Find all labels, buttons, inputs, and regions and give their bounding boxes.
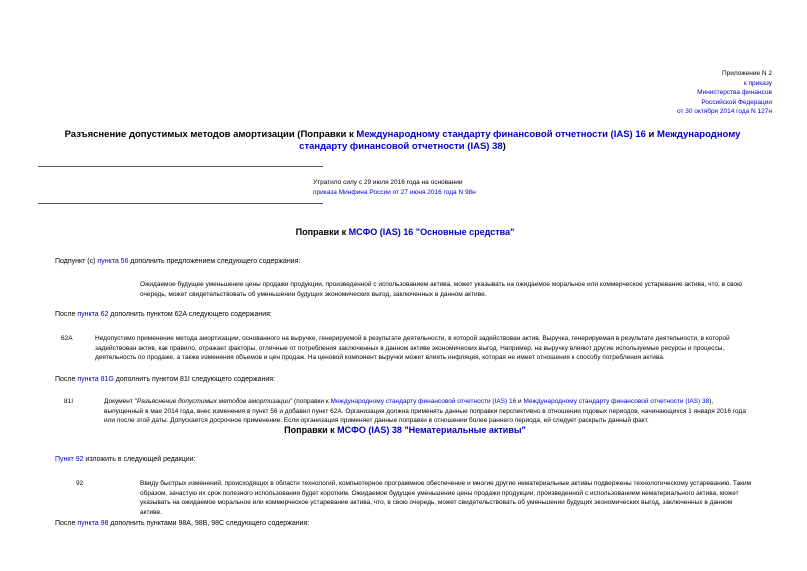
- instruction-paragraph: После пункта 81G дополнить пунктом 81I следующего содержания:: [55, 376, 275, 383]
- title-link-ias38[interactable]: Международному стандарту финансовой отчетности (IAS) 38: [299, 129, 741, 152]
- annex-line[interactable]: от 30 октября 2014 года N 127н: [676, 108, 772, 115]
- section-heading-ias38: Поправки к МСФО (IAS) 38 "Нематериальные активы": [284, 425, 526, 435]
- paragraph-link[interactable]: пункта 98: [77, 520, 109, 527]
- item-number: 81I: [64, 398, 74, 405]
- annex-line[interactable]: Министерства финансов: [697, 89, 772, 96]
- item-text: Недопустимо применение метода амортизации, основанного на выручке, генерируемой в результате деятельности, в которой задействован актив. Выручка, генерируемая в результате деятельности, в которой задействован актив, как правило, отражает факторы, отличные от потребления заключенных в данном активе экономических выгод. Например, на выручку влияют другие используемые ресурсы и процессы, деятельность по продаже, а также изменения объемов и цен продаж. На ценовой компонент выручки может влиять инфляция, которая не имеет отношения к способу потребления актива.: [95, 335, 730, 361]
- title-link-ias16[interactable]: Международному стандарту финансовой отчетности (IAS) 16: [356, 129, 646, 140]
- section-heading-ias16: Поправки к МСФО (IAS) 16 "Основные средства": [295, 227, 515, 237]
- item-text: Ввиду быстрых изменений, происходящих в области технологий, компьютерное программное обеспечение и многие другие нематериальные активы подвержены технологическому устареванию. Таким образом, зачастую их срок полезного использования будет коротким. Ожидаемое будущее уменьшение цены продажи продукции, произведенной с использованием нематериального актива, может указывать на ожидаемое моральное или коммерческое устаревание актива, что, в свою очередь, может свидетельствовать об уменьшении будущих экономических выгод, заключенных в данном активе.: [140, 480, 752, 516]
- item-number: 62A: [61, 335, 73, 342]
- instruction-paragraph: После пункта 98 дополнить пунктами 98A, 98B, 98C следующего содержания:: [55, 520, 310, 527]
- annex-line: Приложение N 2: [721, 70, 772, 77]
- instruction-paragraph: Пункт 92 изложить в следующей редакции:: [55, 456, 196, 463]
- document-title: Разъяснение допустимых методов амортизации (Поправки к Международному стандарту финансовой отчетности (IAS) 16 и Международному стандарту финансовой отчетности (IAS) 38): [64, 129, 741, 152]
- item-text: Документ "Разъяснение допустимых методов амортизации" (поправки к Международному стандарту финансовой отчетности (IAS) 16 и Международному стандарту финансовой отчетности (IAS) 38), выпущенный в мае 2014 года, внес изменения в пункт 56 и добавил пункт 62A. Организация должна применять данные поправки перспективно в отношении годовых периодов, начинающихся 1 января 2016 года или после этой даты. Допускается досрочное применение. Если организация применяет данные поправки в отношении более раннего периода, ей следует раскрыть данный факт.: [104, 398, 746, 424]
- repeal-notice: [313, 178, 513, 197]
- quoted-text: Ожидаемое будущее уменьшение цены продажи продукции, произведенной с использованием актива, может указывать на ожидаемое моральное или коммерческое устаревание актива, что, в свою очередь, может свидетельствовать об уменьшении будущих экономических выгод, заключенных в данном активе.: [140, 281, 743, 298]
- paragraph-link[interactable]: пункта 62: [77, 311, 109, 318]
- repeal-text: Утратило силу с 29 июля 2016 года на основании: [313, 179, 463, 186]
- instruction-paragraph: После пункта 62 дополнить пунктом 62A следующего содержания:: [55, 311, 272, 318]
- section-link-ias16[interactable]: МСФО (IAS) 16 "Основные средства": [348, 227, 515, 237]
- paragraph-link[interactable]: Пункт 92: [55, 456, 84, 463]
- item-number: 92: [76, 480, 84, 487]
- paragraph-link[interactable]: пункта 56: [97, 258, 129, 265]
- annex-block: [512, 69, 772, 117]
- annex-line[interactable]: Российской Федерации: [701, 98, 772, 106]
- instruction-paragraph: Подпункт (c) пункта 56 дополнить предложением следующего содержания:: [55, 258, 301, 265]
- repeal-link[interactable]: приказа Минфина России от 27 июня 2016 года N 98н: [313, 188, 476, 196]
- annex-line[interactable]: к приказу: [743, 79, 772, 87]
- divider: [38, 203, 323, 204]
- item-link-ias38[interactable]: Международному стандарту финансовой отчетности (IAS) 38: [523, 398, 710, 405]
- item-link-ias16[interactable]: Международному стандарту финансовой отчетности (IAS) 16: [330, 398, 517, 405]
- divider: [38, 166, 323, 167]
- paragraph-link[interactable]: пункта 81G: [77, 376, 114, 383]
- section-link-ias38[interactable]: МСФО (IAS) 38 "Нематериальные активы": [337, 425, 526, 435]
